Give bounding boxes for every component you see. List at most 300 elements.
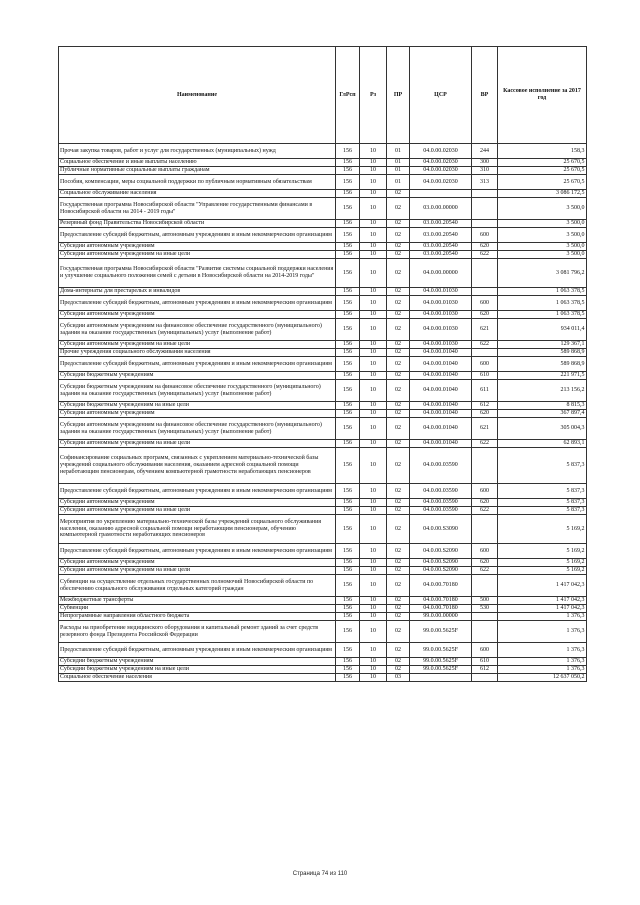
cell-vr <box>472 220 498 228</box>
cell-pr: 02 <box>387 243 410 251</box>
cell-rz: 10 <box>360 643 387 658</box>
table-row <box>59 597 587 605</box>
cell-vr: 600 <box>472 357 498 372</box>
cell-pr: 02 <box>387 515 410 544</box>
cell-grs: 156 <box>336 228 360 243</box>
cell-vr: 620 <box>472 243 498 251</box>
cell-grs: 156 <box>336 380 360 402</box>
cell-amount: 5 837,3 <box>498 507 587 515</box>
cell-vr: 600 <box>472 643 498 658</box>
cell-name: Социальное обслуживание населения <box>59 190 336 198</box>
cell-grs: 156 <box>336 410 360 418</box>
cell-vr: 612 <box>472 666 498 674</box>
cell-name: Пособия, компенсации, меры социальной поддержки по публичным нормативным обязательствам <box>59 175 336 190</box>
cell-rz: 10 <box>360 243 387 251</box>
cell-csr <box>410 674 472 682</box>
table-row <box>59 357 587 372</box>
cell-name: Предоставление субсидий бюджетным, автономным учреждениям и иным некоммерческим организациям <box>59 228 336 243</box>
cell-pr: 02 <box>387 296 410 311</box>
table-row <box>59 515 587 544</box>
table-row <box>59 296 587 311</box>
cell-vr: 600 <box>472 484 498 499</box>
cell-grs: 156 <box>336 643 360 658</box>
cell-name: Субсидии автономным учреждениям <box>59 243 336 251</box>
cell-grs: 156 <box>336 220 360 228</box>
cell-rz: 10 <box>360 251 387 259</box>
cell-pr: 02 <box>387 228 410 243</box>
cell-grs: 156 <box>336 319 360 341</box>
cell-vr: 300 <box>472 159 498 167</box>
cell-pr: 02 <box>387 357 410 372</box>
cell-vr: 620 <box>472 410 498 418</box>
cell-amount: 62 893,1 <box>498 440 587 448</box>
cell-vr <box>472 621 498 643</box>
cell-rz: 10 <box>360 341 387 349</box>
cell-amount: 221 971,5 <box>498 372 587 380</box>
cell-grs: 156 <box>336 190 360 198</box>
cell-amount: 5 169,2 <box>498 515 587 544</box>
header-grs: ГлРсп <box>336 47 360 144</box>
table-row <box>59 410 587 418</box>
cell-rz: 10 <box>360 198 387 220</box>
cell-name: Публичные нормативные социальные выплаты гражданам <box>59 167 336 175</box>
table-row <box>59 499 587 507</box>
cell-amount: 3 500,0 <box>498 198 587 220</box>
cell-grs: 156 <box>336 311 360 319</box>
cell-rz: 10 <box>360 402 387 410</box>
table-row <box>59 402 587 410</box>
cell-csr: 99.0.00.5625F <box>410 658 472 666</box>
cell-amount: 8 815,3 <box>498 402 587 410</box>
cell-vr: 620 <box>472 499 498 507</box>
cell-csr: 04.0.00.01040 <box>410 349 472 357</box>
cell-csr: 04.0.00.S2090 <box>410 567 472 575</box>
cell-grs: 156 <box>336 597 360 605</box>
cell-pr: 02 <box>387 198 410 220</box>
cell-amount: 3 500,0 <box>498 220 587 228</box>
cell-vr <box>472 515 498 544</box>
table-row <box>59 311 587 319</box>
table-row <box>59 372 587 380</box>
cell-pr: 02 <box>387 311 410 319</box>
cell-amount: 1 376,3 <box>498 621 587 643</box>
cell-vr: 621 <box>472 418 498 440</box>
budget-table <box>58 46 587 682</box>
header-name: Наименование <box>59 47 336 144</box>
table-row <box>59 440 587 448</box>
cell-rz: 10 <box>360 220 387 228</box>
cell-csr: 04.0.00.01030 <box>410 311 472 319</box>
cell-rz: 10 <box>360 448 387 484</box>
cell-vr: 600 <box>472 228 498 243</box>
table-row <box>59 380 587 402</box>
table-row <box>59 175 587 190</box>
cell-vr: 622 <box>472 341 498 349</box>
cell-grs: 156 <box>336 613 360 621</box>
cell-vr <box>472 198 498 220</box>
cell-pr: 02 <box>387 499 410 507</box>
cell-vr: 622 <box>472 440 498 448</box>
cell-pr: 02 <box>387 418 410 440</box>
cell-rz: 10 <box>360 499 387 507</box>
cell-csr: 04.0.00.01040 <box>410 418 472 440</box>
cell-pr: 02 <box>387 410 410 418</box>
header-pr: ПР <box>387 47 410 144</box>
cell-grs: 156 <box>336 198 360 220</box>
cell-csr: 04.0.00.01030 <box>410 341 472 349</box>
cell-rz: 10 <box>360 597 387 605</box>
cell-amount: 1 417 042,3 <box>498 575 587 597</box>
cell-amount: 213 156,2 <box>498 380 587 402</box>
cell-name: Расходы на приобретение медицинского оборудования и капитальный ремонт зданий за счет средств резервного фонда Президента Российской Федерации <box>59 621 336 643</box>
cell-csr: 04.0.00.03590 <box>410 484 472 499</box>
cell-rz: 10 <box>360 167 387 175</box>
cell-rz: 10 <box>360 296 387 311</box>
cell-amount: 1 417 042,3 <box>498 605 587 613</box>
table-row <box>59 567 587 575</box>
cell-grs: 156 <box>336 507 360 515</box>
cell-rz: 10 <box>360 380 387 402</box>
cell-pr: 02 <box>387 507 410 515</box>
table-row <box>59 658 587 666</box>
cell-vr <box>472 259 498 288</box>
cell-amount: 1 063 378,5 <box>498 288 587 296</box>
table-body <box>59 144 587 682</box>
cell-pr: 02 <box>387 666 410 674</box>
cell-name: Субсидии бюджетным учреждениям на иные цели <box>59 666 336 674</box>
cell-amount: 367 897,4 <box>498 410 587 418</box>
cell-pr: 02 <box>387 544 410 559</box>
cell-name: Субсидии автономным учреждениям <box>59 311 336 319</box>
cell-csr: 04.0.00.02030 <box>410 144 472 159</box>
cell-grs: 156 <box>336 544 360 559</box>
cell-pr: 02 <box>387 372 410 380</box>
cell-name: Предоставление субсидий бюджетным, автономным учреждениям и иным некоммерческим организациям <box>59 643 336 658</box>
header-csr: ЦСР <box>410 47 472 144</box>
cell-pr: 02 <box>387 288 410 296</box>
table-row <box>59 144 587 159</box>
table-header-row <box>59 47 587 144</box>
cell-amount: 3 086 172,5 <box>498 190 587 198</box>
cell-amount: 12 637 050,2 <box>498 674 587 682</box>
table-row <box>59 198 587 220</box>
cell-name: Субсидии бюджетным учреждениям <box>59 658 336 666</box>
cell-csr: 03.0.00.20540 <box>410 228 472 243</box>
cell-name: Социальное обеспечение населения <box>59 674 336 682</box>
cell-amount: 158,3 <box>498 144 587 159</box>
cell-name: Субсидии бюджетным учреждениям на иные цели <box>59 402 336 410</box>
cell-rz: 10 <box>360 175 387 190</box>
cell-vr: 313 <box>472 175 498 190</box>
document-page <box>58 46 586 682</box>
cell-rz: 10 <box>360 674 387 682</box>
table-row <box>59 643 587 658</box>
cell-pr: 01 <box>387 144 410 159</box>
cell-name: Субсидии автономным учреждениям на иные цели <box>59 251 336 259</box>
cell-pr: 02 <box>387 440 410 448</box>
cell-vr: 500 <box>472 597 498 605</box>
cell-grs: 156 <box>336 658 360 666</box>
cell-csr: 03.0.00.00000 <box>410 198 472 220</box>
cell-pr: 01 <box>387 175 410 190</box>
cell-grs: 156 <box>336 259 360 288</box>
cell-grs: 156 <box>336 372 360 380</box>
cell-rz: 10 <box>360 418 387 440</box>
cell-rz: 10 <box>360 544 387 559</box>
cell-csr: 04.0.00.02030 <box>410 175 472 190</box>
cell-vr <box>472 349 498 357</box>
cell-pr: 02 <box>387 220 410 228</box>
cell-vr: 622 <box>472 507 498 515</box>
cell-csr: 99.0.00.5625F <box>410 643 472 658</box>
cell-vr: 530 <box>472 605 498 613</box>
cell-rz: 10 <box>360 288 387 296</box>
cell-amount: 3 500,0 <box>498 243 587 251</box>
cell-vr: 621 <box>472 319 498 341</box>
cell-pr: 02 <box>387 341 410 349</box>
cell-pr: 02 <box>387 559 410 567</box>
cell-grs: 156 <box>336 402 360 410</box>
cell-rz: 10 <box>360 372 387 380</box>
cell-amount: 589 868,9 <box>498 349 587 357</box>
cell-rz: 10 <box>360 484 387 499</box>
cell-pr: 01 <box>387 159 410 167</box>
cell-name: Субсидии автономным учреждениям на иные цели <box>59 341 336 349</box>
cell-name: Субсидии автономным учреждениям на иные цели <box>59 567 336 575</box>
cell-name: Предоставление субсидий бюджетным, автономным учреждениям и иным некоммерческим организациям <box>59 484 336 499</box>
cell-name: Субсидии автономным учреждениям на финансовое обеспечение государственного (муниципального) задания на оказание государственных (муниципальных) услуг (выполнение работ) <box>59 319 336 341</box>
cell-grs: 156 <box>336 448 360 484</box>
cell-rz: 10 <box>360 259 387 288</box>
cell-csr: 04.0.00.00000 <box>410 259 472 288</box>
table-row <box>59 220 587 228</box>
cell-name: Субвенции <box>59 605 336 613</box>
cell-amount: 25 670,5 <box>498 167 587 175</box>
cell-vr: 620 <box>472 311 498 319</box>
table-row <box>59 190 587 198</box>
cell-pr: 02 <box>387 658 410 666</box>
cell-rz: 10 <box>360 349 387 357</box>
cell-csr: 04.0.00.01040 <box>410 372 472 380</box>
cell-name: Государственная программа Новосибирской области "Развитие системы социальной поддержки населения и улучшение социального положения семей с детьми в Новосибирской области на 2014-2019 годы" <box>59 259 336 288</box>
page-number: Страница 74 из 110 <box>292 871 348 877</box>
table-row <box>59 674 587 682</box>
cell-vr <box>472 288 498 296</box>
cell-grs: 156 <box>336 567 360 575</box>
cell-vr: 610 <box>472 658 498 666</box>
cell-rz: 10 <box>360 311 387 319</box>
cell-grs: 156 <box>336 499 360 507</box>
cell-amount: 1 063 378,5 <box>498 296 587 311</box>
cell-pr: 01 <box>387 167 410 175</box>
table-row <box>59 621 587 643</box>
cell-pr: 02 <box>387 643 410 658</box>
cell-amount: 3 081 796,2 <box>498 259 587 288</box>
cell-grs: 156 <box>336 666 360 674</box>
cell-amount: 5 169,2 <box>498 567 587 575</box>
cell-csr: 04.0.00.01040 <box>410 380 472 402</box>
cell-csr: 04.0.00.S2090 <box>410 544 472 559</box>
cell-amount: 1 376,3 <box>498 666 587 674</box>
table-row <box>59 349 587 357</box>
cell-amount: 1 376,3 <box>498 658 587 666</box>
cell-vr <box>472 448 498 484</box>
cell-vr <box>472 190 498 198</box>
table-row <box>59 544 587 559</box>
cell-pr: 02 <box>387 448 410 484</box>
cell-grs: 156 <box>336 288 360 296</box>
cell-amount: 5 837,3 <box>498 499 587 507</box>
cell-grs: 156 <box>336 515 360 544</box>
cell-csr: 04.0.00.01040 <box>410 410 472 418</box>
cell-vr: 610 <box>472 372 498 380</box>
cell-csr: 04.0.00.03590 <box>410 507 472 515</box>
cell-rz: 10 <box>360 575 387 597</box>
header-vr: ВР <box>472 47 498 144</box>
cell-name: Предоставление субсидий бюджетным, автономным учреждениям и иным некоммерческим организациям <box>59 544 336 559</box>
cell-grs: 156 <box>336 621 360 643</box>
cell-amount: 1 376,3 <box>498 643 587 658</box>
cell-grs: 156 <box>336 296 360 311</box>
cell-csr: 99.0.00.5625F <box>410 666 472 674</box>
cell-rz: 10 <box>360 159 387 167</box>
cell-name: Государственная программа Новосибирской области "Управление государственными финансами в Новосибирской области на 2014 - 2019 годы" <box>59 198 336 220</box>
table-row <box>59 167 587 175</box>
table-row <box>59 251 587 259</box>
cell-grs: 156 <box>336 175 360 190</box>
cell-vr: 622 <box>472 567 498 575</box>
table-row <box>59 288 587 296</box>
cell-vr <box>472 575 498 597</box>
table-row <box>59 243 587 251</box>
cell-amount: 1 063 378,5 <box>498 311 587 319</box>
cell-csr: 04.0.00.01030 <box>410 319 472 341</box>
cell-grs: 156 <box>336 167 360 175</box>
cell-pr: 02 <box>387 251 410 259</box>
cell-vr: 611 <box>472 380 498 402</box>
cell-vr <box>472 674 498 682</box>
cell-grs: 156 <box>336 349 360 357</box>
cell-grs: 156 <box>336 440 360 448</box>
cell-name: Субвенции на осуществление отдельных государственных полномочий Новосибирской области по обеспечению социального обслуживания отдельных категорий граждан <box>59 575 336 597</box>
cell-rz: 10 <box>360 144 387 159</box>
cell-name: Социальное обеспечение и иные выплаты населению <box>59 159 336 167</box>
cell-csr: 04.0.00.70180 <box>410 605 472 613</box>
cell-name: Мероприятия по укреплению материально-технической базы учреждений социального обслуживания населения, оказанию адресной социальной помощи неработающим пенсионерам, обучению компьютерной грамотности неработающих пенсионеров <box>59 515 336 544</box>
cell-grs: 156 <box>336 341 360 349</box>
cell-csr <box>410 190 472 198</box>
cell-pr: 02 <box>387 575 410 597</box>
cell-rz: 10 <box>360 515 387 544</box>
cell-grs: 156 <box>336 559 360 567</box>
table-row <box>59 159 587 167</box>
cell-name: Резервный фонд Правительства Новосибирской области <box>59 220 336 228</box>
cell-name: Софинансирование социальных программ, связанных с укреплением материально-технической базы учреждений социального обслуживания населения, оказанием адресной социальной помощи неработающим пенсионерам, обучением компьютерной грамотности неработающих пенсионеров <box>59 448 336 484</box>
cell-pr: 02 <box>387 621 410 643</box>
cell-rz: 10 <box>360 559 387 567</box>
cell-amount: 5 169,2 <box>498 559 587 567</box>
cell-csr: 04.0.00.S2090 <box>410 559 472 567</box>
cell-amount: 3 500,0 <box>498 251 587 259</box>
cell-pr: 02 <box>387 319 410 341</box>
cell-rz: 10 <box>360 605 387 613</box>
cell-csr: 04.0.00.03590 <box>410 448 472 484</box>
cell-rz: 10 <box>360 440 387 448</box>
cell-vr: 622 <box>472 251 498 259</box>
cell-name: Субсидии бюджетным учреждениям на финансовое обеспечение государственного (муниципального) задания на оказание государственных (муниципальных) услуг (выполнение работ) <box>59 380 336 402</box>
cell-vr: 310 <box>472 167 498 175</box>
cell-csr: 04.0.00.03590 <box>410 499 472 507</box>
cell-name: Прочие учреждения социального обслуживания населения <box>59 349 336 357</box>
table-row <box>59 605 587 613</box>
table-row <box>59 448 587 484</box>
cell-grs: 156 <box>336 159 360 167</box>
page-footer <box>0 871 640 877</box>
cell-name: Субсидии автономным учреждениям на иные цели <box>59 507 336 515</box>
cell-name: Субсидии автономным учреждениям <box>59 499 336 507</box>
cell-grs: 156 <box>336 243 360 251</box>
cell-rz: 10 <box>360 621 387 643</box>
cell-grs: 156 <box>336 484 360 499</box>
cell-vr: 600 <box>472 544 498 559</box>
cell-name: Субсидии бюджетным учреждениям <box>59 372 336 380</box>
cell-amount: 5 837,3 <box>498 448 587 484</box>
cell-grs: 156 <box>336 575 360 597</box>
cell-pr: 02 <box>387 613 410 621</box>
cell-rz: 10 <box>360 319 387 341</box>
cell-csr: 03.0.00.20540 <box>410 220 472 228</box>
cell-amount: 25 670,5 <box>498 159 587 167</box>
cell-amount: 589 868,9 <box>498 357 587 372</box>
cell-name: Субсидии автономным учреждениям <box>59 559 336 567</box>
cell-amount: 1 417 042,3 <box>498 597 587 605</box>
cell-name: Субсидии автономным учреждениям <box>59 410 336 418</box>
table-row <box>59 507 587 515</box>
cell-rz: 10 <box>360 666 387 674</box>
cell-name: Субсидии автономным учреждениям на иные цели <box>59 440 336 448</box>
cell-name: Межбюджетные трансферты <box>59 597 336 605</box>
cell-grs: 156 <box>336 605 360 613</box>
cell-vr: 620 <box>472 559 498 567</box>
cell-grs: 156 <box>336 418 360 440</box>
cell-name: Дома-интернаты для престарелых и инвалидов <box>59 288 336 296</box>
cell-pr: 02 <box>387 597 410 605</box>
cell-pr: 02 <box>387 605 410 613</box>
cell-rz: 10 <box>360 228 387 243</box>
table-row <box>59 228 587 243</box>
cell-csr: 04.0.00.70180 <box>410 597 472 605</box>
cell-csr: 03.0.00.20540 <box>410 251 472 259</box>
cell-rz: 10 <box>360 613 387 621</box>
cell-pr: 02 <box>387 567 410 575</box>
cell-rz: 10 <box>360 357 387 372</box>
cell-grs: 156 <box>336 144 360 159</box>
cell-name: Предоставление субсидий бюджетным, автономным учреждениям и иным некоммерческим организациям <box>59 357 336 372</box>
cell-name: Непрограммные направления областного бюджета <box>59 613 336 621</box>
cell-csr: 99.0.00.00000 <box>410 613 472 621</box>
cell-csr: 04.0.00.01030 <box>410 296 472 311</box>
cell-grs: 156 <box>336 251 360 259</box>
cell-csr: 04.0.00.01040 <box>410 440 472 448</box>
table-row <box>59 484 587 499</box>
cell-name: Прочая закупка товаров, работ и услуг для государственных (муниципальных) нужд <box>59 144 336 159</box>
cell-grs: 156 <box>336 357 360 372</box>
table-row <box>59 341 587 349</box>
cell-vr: 612 <box>472 402 498 410</box>
table-row <box>59 319 587 341</box>
cell-rz: 10 <box>360 507 387 515</box>
cell-amount: 129 367,1 <box>498 341 587 349</box>
